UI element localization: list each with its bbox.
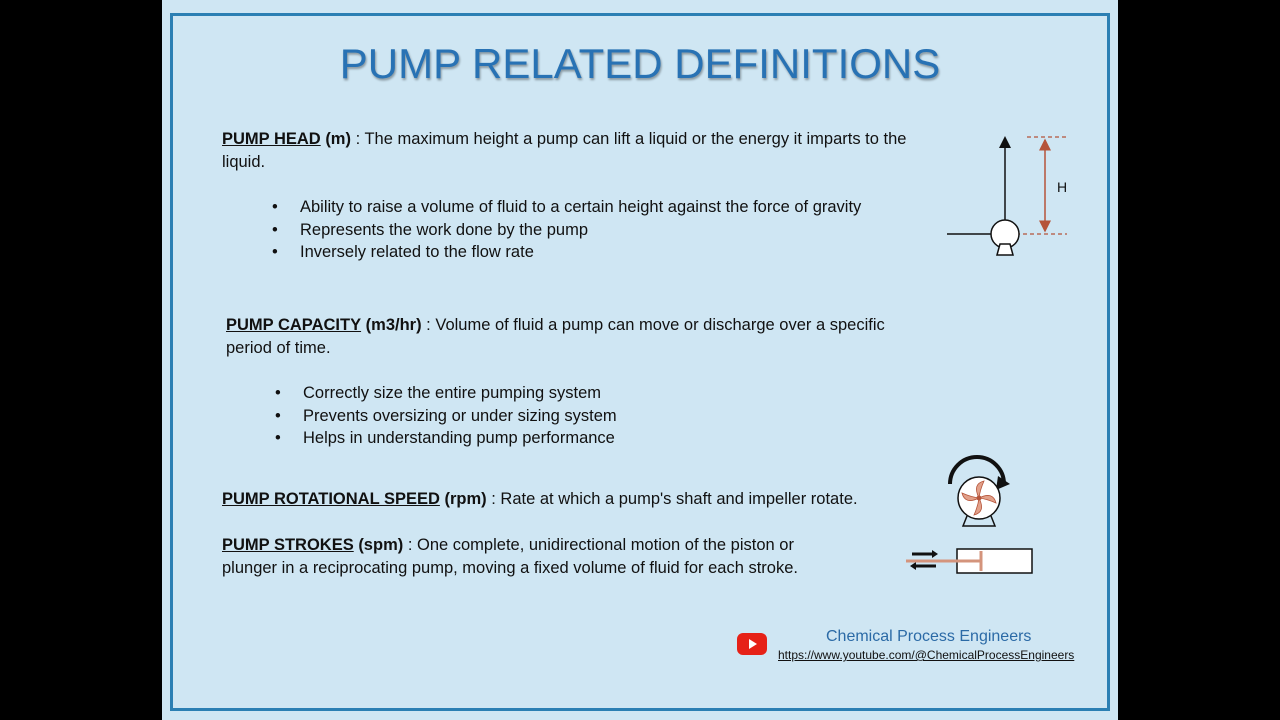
list-item: • Ability to raise a volume of fluid to a certain height against the force of gravity (272, 196, 912, 219)
term-pump-speed: PUMP ROTATIONAL SPEED (222, 490, 440, 508)
unit-pump-capacity: (m3/hr) (365, 316, 422, 334)
page-title: PUMP RELATED DEFINITIONS (339, 40, 941, 87)
term-pump-head: PUMP HEAD (222, 130, 321, 148)
slide-frame (170, 13, 1110, 711)
definition-pump-capacity (226, 314, 916, 360)
bullets-pump-capacity (275, 382, 915, 450)
pump-base (997, 244, 1013, 255)
list-item: • Represents the work done by the pump (272, 219, 912, 242)
text-pump-speed: : Rate at which a pump's shaft and impeller rotate. (486, 490, 858, 508)
unit-pump-head: (m) (325, 130, 351, 148)
head-label: H (1057, 179, 1068, 195)
definition-pump-head (222, 128, 912, 174)
rotating-pump-icon (942, 462, 1012, 532)
term-pump-capacity: PUMP CAPACITY (226, 316, 362, 334)
text-pump-head: : The maximum height a pump can lift a liquid or the energy it imparts to the liquid. (222, 130, 907, 171)
list-item: • Helps in understanding pump performance (275, 427, 915, 450)
channel-link[interactable]: https://www.youtube.com/@ChemicalProcessEngineers (778, 648, 1075, 662)
pump-head-diagram (942, 130, 1072, 262)
slide (162, 0, 1118, 720)
piston-icon (904, 545, 1036, 579)
channel-name: Chemical Process Engineers (826, 628, 1032, 645)
list-item: • Inversely related to the flow rate (272, 241, 912, 264)
text-pump-capacity: : Volume of fluid a pump can move or discharge over a specific period of time. (226, 316, 885, 357)
definition-pump-strokes (222, 534, 842, 580)
unit-pump-speed: (rpm) (444, 490, 487, 508)
unit-pump-strokes: (spm) (358, 536, 404, 554)
list-item: • Prevents oversizing or under sizing system (275, 405, 915, 428)
bullets-pump-head (272, 196, 912, 264)
text-pump-strokes: : One complete, unidirectional motion of the piston or plunger in a reciprocating pump, moving a fixed volume of fluid for each stroke. (222, 536, 798, 577)
definition-pump-speed (222, 488, 922, 511)
term-pump-strokes: PUMP STROKES (222, 536, 354, 554)
list-item: • Correctly size the entire pumping system (275, 382, 915, 405)
youtube-icon[interactable] (737, 633, 767, 655)
